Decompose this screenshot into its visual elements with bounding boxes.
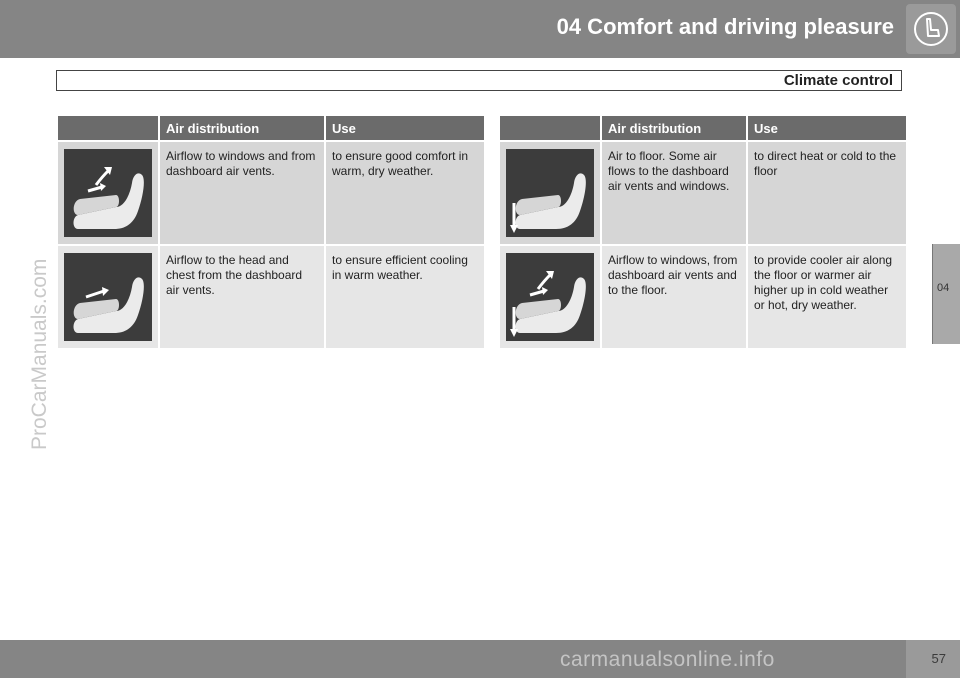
- column-header-distribution: Air distribution: [602, 116, 746, 142]
- seat-airflow-windows-dashboard-floor-icon: [506, 253, 594, 341]
- distribution-cell: Airflow to windows, from dashboard air vents and to the floor.: [602, 246, 746, 350]
- section-bar: [56, 70, 902, 91]
- chapter-side-tab-label: 04: [937, 282, 950, 294]
- distribution-cell: Air to floor. Some air flows to the dashboard air vents and windows.: [602, 142, 746, 246]
- seat-airflow-head-chest-icon: [64, 253, 152, 341]
- header-band: [0, 0, 960, 58]
- column-header-icon: [58, 116, 158, 142]
- watermark-bottom: carmanualsonline.info: [560, 648, 775, 671]
- icon-cell: [500, 142, 600, 246]
- section-title: Climate control: [783, 72, 893, 89]
- page-number-box: [906, 640, 960, 678]
- air-distribution-table-right: [498, 116, 908, 350]
- watermark-left: ProCarManuals.com: [28, 258, 51, 450]
- chapter-title: 04 Comfort and driving pleasure: [556, 14, 894, 39]
- table-row: [500, 246, 906, 350]
- column-header-icon: [500, 116, 600, 142]
- use-cell: to ensure good comfort in warm, dry weather.: [326, 142, 484, 246]
- air-distribution-table-left: [56, 116, 486, 350]
- chapter-icon-box: [906, 4, 956, 54]
- column-header-distribution: Air distribution: [160, 116, 324, 142]
- table-header-row: [500, 116, 906, 142]
- page-number: 57: [931, 651, 946, 666]
- table-row: [500, 142, 906, 246]
- seat-airflow-windows-dashboard-icon: [64, 149, 152, 237]
- column-header-use: Use: [748, 116, 906, 142]
- use-cell: to provide cooler air along the floor or warmer air higher up in cold weather or hot, dry weather.: [748, 246, 906, 350]
- seat-airflow-floor-dashboard-windows-icon: [506, 149, 594, 237]
- seat-icon: [913, 11, 949, 47]
- table-row: [58, 246, 484, 350]
- column-header-use: Use: [326, 116, 484, 142]
- footer-band: [0, 640, 960, 678]
- icon-cell: [500, 246, 600, 350]
- table-header-row: [58, 116, 484, 142]
- table-row: [58, 142, 484, 246]
- use-cell: to direct heat or cold to the floor: [748, 142, 906, 246]
- icon-cell: [58, 246, 158, 350]
- use-cell: to ensure efficient cooling in warm weather.: [326, 246, 484, 350]
- chapter-side-tab: [932, 244, 960, 344]
- distribution-cell: Airflow to windows and from dashboard air vents.: [160, 142, 324, 246]
- icon-cell: [58, 142, 158, 246]
- distribution-cell: Airflow to the head and chest from the dashboard air vents.: [160, 246, 324, 350]
